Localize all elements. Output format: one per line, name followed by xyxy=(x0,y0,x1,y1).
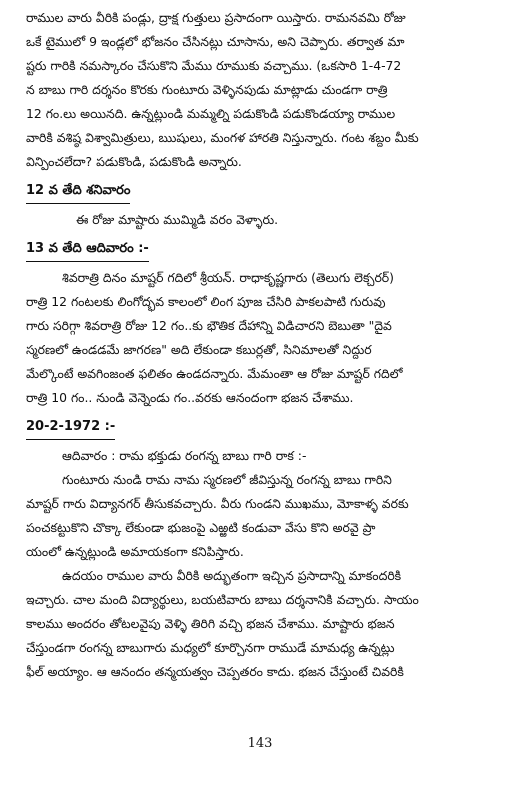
text-line: మేల్కొంటే అవగింజంత ఫలితం ఉండదన్నారు. మేమంతా ఆ రోజు మాష్టర్ గదిలో xyxy=(26,366,403,381)
text-line: వారికి వశిష్ఠ విశ్వామిత్రులు, ఋషులు, మంగళ హారతి నిస్తున్నారు. గంట శబ్దం మీకు xyxy=(26,130,419,145)
text-line: విన్పించలేదా? పడుకొండి, పడుకొండి అన్నారు. xyxy=(26,154,242,169)
heading-text: 12 వ తేది శనివారం xyxy=(26,180,130,204)
heading-text: 20-2-1972 :- xyxy=(26,416,115,440)
text-line: చేస్తుండగా రంగన్న బాబుగారు మధ్యలో కూర్చొనగా రాముడే మామధ్య ఉన్నట్లు xyxy=(26,640,395,655)
text-line: ఫీల్ అయ్యాం. ఆ ఆనందం తన్మయత్వం చెప్పతరం కాదు. భజన చేస్తుంటే చివరికి xyxy=(26,664,404,679)
text-line: మాష్టర్ గారు విద్యానగర్ తీసుకవచ్చారు. వీరు గుండని ముఖము, మోకాళ్ళ వరకు xyxy=(26,496,409,511)
page-number: 143 xyxy=(247,736,273,751)
paragraph-13 xyxy=(26,266,494,410)
text-line: కాలము అందరం తోటలవైపు వెళ్ళి తిరిగి వచ్చి భజన చేశాము. మాష్టారు భజన xyxy=(26,616,395,631)
text-line: పంచకట్టుకొని చొక్కా లేకుండా భుజంపై ఎఱ్ఱటి కండువా వేసు కొని అరవై ప్రా xyxy=(26,520,376,535)
section-heading-12 xyxy=(26,174,494,208)
section-heading-date xyxy=(26,410,494,444)
text-line: ఇచ్చారు. చాల మంది విద్యార్థులు, బయటివారు బాబు దర్శనానికి వచ్చారు. సాయం xyxy=(26,592,419,607)
text-line: ఉదయం రాముల వారు వీరికి అద్భుతంగా ఇచ్చిన ప్రసాదాన్ని మాకందరికి xyxy=(62,568,402,583)
paragraph-20a xyxy=(26,468,494,564)
text-line: శివరాత్రి దినం మాష్టర్ గదిలో శ్రీయన్. రాధాకృష్ణగారు (తెలుగు లెక్చరర్) xyxy=(62,270,394,285)
text-line: రాత్రి 12 గంటలకు లింగోద్భవ కాలంలో లింగ పూజ చేసిరి పాకలపాటి గురువు xyxy=(26,294,386,309)
text-line: గారు సరిగ్గా శివరాత్రి రోజు 12 గం..కు భౌతిక దేహాన్ని విడిచారని బెబుతా "దైవ xyxy=(26,318,392,333)
section-heading-13 xyxy=(26,232,494,266)
subheading: ఆదివారం : రామ భక్తుడు రంగన్న బాబు గారి రాక :- xyxy=(62,448,307,463)
heading-text: 13 వ తేది ఆదివారం :- xyxy=(26,238,149,262)
text-line: ష్టరు గారికి నమస్కారం చేసుకొని మేము రూముకు వచ్చాము. (ఒకసారి 1-4-72 xyxy=(26,58,402,73)
text-line: న బాబు గారి దర్శనం కొరకు గుంటూరు వెళ్ళినపుడు మాట్లాడు చుండగా రాత్రి xyxy=(26,82,388,97)
text-line: రాత్రి 10 గం.. నుండి వెన్నెండు గం..వరకు ఆనందంగా భజన చేశాము. xyxy=(26,390,354,405)
paragraph-1 xyxy=(26,0,494,174)
text-line: రాముల వారు వీరికి పండ్లు, ద్రాక్ష గుత్తులు ప్రసాదంగా యిస్తారు. రామనవమి రోజు xyxy=(26,10,406,25)
text-line: 12 గం.లు అయినది. ఉన్నట్లుండి మమ్మల్ని పడుకొండి పడుకొండయ్యా రాముల xyxy=(26,106,396,121)
text-line: స్మరణలో ఉండడమే జాగరణ" అది లేకుండా కబుర్లతో, సినిమాలతో నిద్దుర xyxy=(26,342,372,357)
text-line: యంలో ఉన్నట్లుండి అమాయకంగా కనిపిస్తారు. xyxy=(26,544,244,559)
text-line: ఒకే టైములో 9 ఇండ్లలో భోజనం చేసినట్లు చూసాను, అని చెప్పారు. తర్వాత మా xyxy=(26,34,405,49)
paragraph-12: ఈ రోజు మాష్టారు ముమ్మిడి వరం వెళ్ళారు. xyxy=(76,212,279,227)
paragraph-20b xyxy=(26,564,494,684)
text-line: గుంటూరు నుండి రామ నామ స్మరణలో జీవిస్తున్న రంగన్న బాబు గారిని xyxy=(62,472,392,487)
